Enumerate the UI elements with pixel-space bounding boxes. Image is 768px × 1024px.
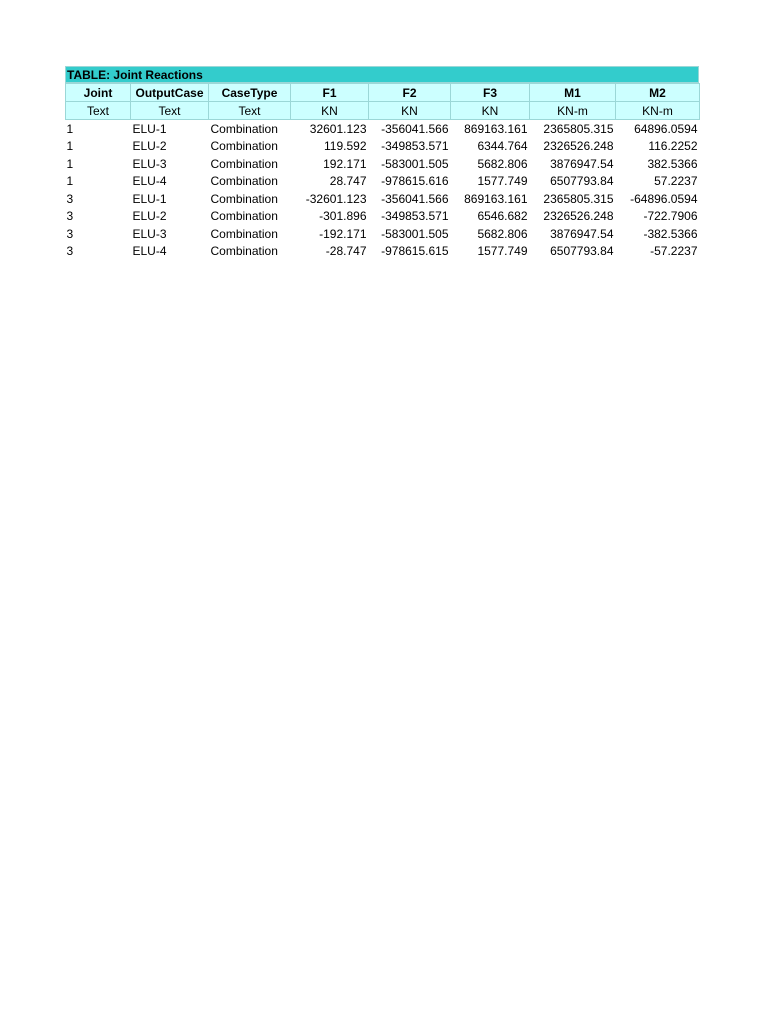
cell-f1: 119.592 xyxy=(324,139,367,154)
cell-f3: 869163.161 xyxy=(464,191,528,206)
unit-f3: KN xyxy=(451,102,530,120)
spreadsheet-sheet xyxy=(65,66,699,260)
cell-f2: -349853.571 xyxy=(381,209,449,224)
table-row xyxy=(66,225,700,243)
cell-m2: -382.5366 xyxy=(643,226,698,241)
cell-joint: 1 xyxy=(66,174,74,189)
cell-m1: 2326526.248 xyxy=(543,209,614,224)
column-header-f2: F2 xyxy=(369,84,451,102)
cell-casetype: Combination xyxy=(210,191,278,206)
cell-outputcase: ELU-1 xyxy=(132,191,167,206)
cell-joint: 1 xyxy=(66,139,74,154)
cell-casetype: Combination xyxy=(210,139,278,154)
cell-m2: -64896.0594 xyxy=(630,191,698,206)
unit-f2: KN xyxy=(369,102,451,120)
column-header-f3: F3 xyxy=(451,84,530,102)
cell-f1: -32601.123 xyxy=(305,191,367,206)
cell-f2: -349853.571 xyxy=(381,139,449,154)
cell-f2: -583001.505 xyxy=(381,156,449,171)
cell-outputcase: ELU-3 xyxy=(132,156,167,171)
cell-joint: 3 xyxy=(66,226,74,241)
cell-m2: 382.5366 xyxy=(647,156,698,171)
cell-joint: 3 xyxy=(66,244,74,259)
cell-f2: -978615.616 xyxy=(381,174,449,189)
cell-f1: -28.747 xyxy=(325,244,367,259)
unit-outputcase: Text xyxy=(131,102,209,120)
cell-m1: 2365805.315 xyxy=(543,121,614,136)
cell-outputcase: ELU-2 xyxy=(132,209,167,224)
cell-f3: 6546.682 xyxy=(477,209,528,224)
cell-f1: 32601.123 xyxy=(309,121,367,136)
cell-joint: 1 xyxy=(66,121,74,136)
cell-m2: 116.2252 xyxy=(648,139,698,154)
cell-casetype: Combination xyxy=(210,121,278,136)
column-header-casetype: CaseType xyxy=(209,84,291,102)
cell-f3: 5682.806 xyxy=(477,156,528,171)
cell-casetype: Combination xyxy=(210,156,278,171)
table-row xyxy=(66,243,700,261)
cell-casetype: Combination xyxy=(210,209,278,224)
table-row xyxy=(66,120,700,138)
column-header-row xyxy=(66,84,700,102)
cell-casetype: Combination xyxy=(210,226,278,241)
cell-f1: 28.747 xyxy=(329,174,367,189)
table-row xyxy=(66,208,700,226)
cell-outputcase: ELU-4 xyxy=(132,244,167,259)
table-row xyxy=(66,190,700,208)
cell-m1: 2365805.315 xyxy=(543,191,614,206)
table-row xyxy=(66,173,700,191)
cell-f3: 1577.749 xyxy=(477,244,528,259)
unit-casetype: Text xyxy=(209,102,291,120)
table-row xyxy=(66,138,700,156)
column-header-m2: M2 xyxy=(616,84,700,102)
cell-m1: 6507793.84 xyxy=(550,174,614,189)
units-row xyxy=(66,102,700,120)
cell-m1: 3876947.54 xyxy=(550,226,614,241)
cell-f2: -356041.566 xyxy=(381,121,449,136)
cell-outputcase: ELU-4 xyxy=(132,174,167,189)
table-title: TABLE: Joint Reactions xyxy=(65,66,699,83)
cell-outputcase: ELU-1 xyxy=(132,121,167,136)
cell-m2: -722.7906 xyxy=(643,209,698,224)
cell-f1: -192.171 xyxy=(319,226,367,241)
unit-m2: KN-m xyxy=(616,102,700,120)
cell-f3: 1577.749 xyxy=(477,174,528,189)
table-body xyxy=(66,120,700,261)
cell-f1: 192.171 xyxy=(323,156,367,171)
cell-f3: 869163.161 xyxy=(464,121,528,136)
unit-joint: Text xyxy=(66,102,131,120)
cell-f3: 6344.764 xyxy=(477,139,528,154)
column-header-f1: F1 xyxy=(291,84,369,102)
cell-casetype: Combination xyxy=(210,244,278,259)
column-header-joint: Joint xyxy=(66,84,131,102)
cell-f2: -356041.566 xyxy=(381,191,449,206)
cell-casetype: Combination xyxy=(210,174,278,189)
cell-joint: 3 xyxy=(66,209,74,224)
column-header-outputcase: OutputCase xyxy=(131,84,209,102)
cell-outputcase: ELU-3 xyxy=(132,226,167,241)
cell-f2: -978615.615 xyxy=(381,244,449,259)
unit-f1: KN xyxy=(291,102,369,120)
cell-f1: -301.896 xyxy=(319,209,367,224)
cell-f3: 5682.806 xyxy=(477,226,528,241)
cell-m2: -57.2237 xyxy=(650,244,698,259)
cell-m1: 6507793.84 xyxy=(550,244,614,259)
unit-m1: KN-m xyxy=(530,102,616,120)
cell-m2: 57.2237 xyxy=(654,174,698,189)
cell-outputcase: ELU-2 xyxy=(132,139,167,154)
cell-m1: 3876947.54 xyxy=(550,156,614,171)
cell-m2: 64896.0594 xyxy=(634,121,698,136)
joint-reactions-table xyxy=(65,83,700,260)
table-row xyxy=(66,155,700,173)
cell-joint: 1 xyxy=(66,156,74,171)
column-header-m1: M1 xyxy=(530,84,616,102)
cell-m1: 2326526.248 xyxy=(543,139,614,154)
cell-joint: 3 xyxy=(66,191,74,206)
cell-f2: -583001.505 xyxy=(381,226,449,241)
